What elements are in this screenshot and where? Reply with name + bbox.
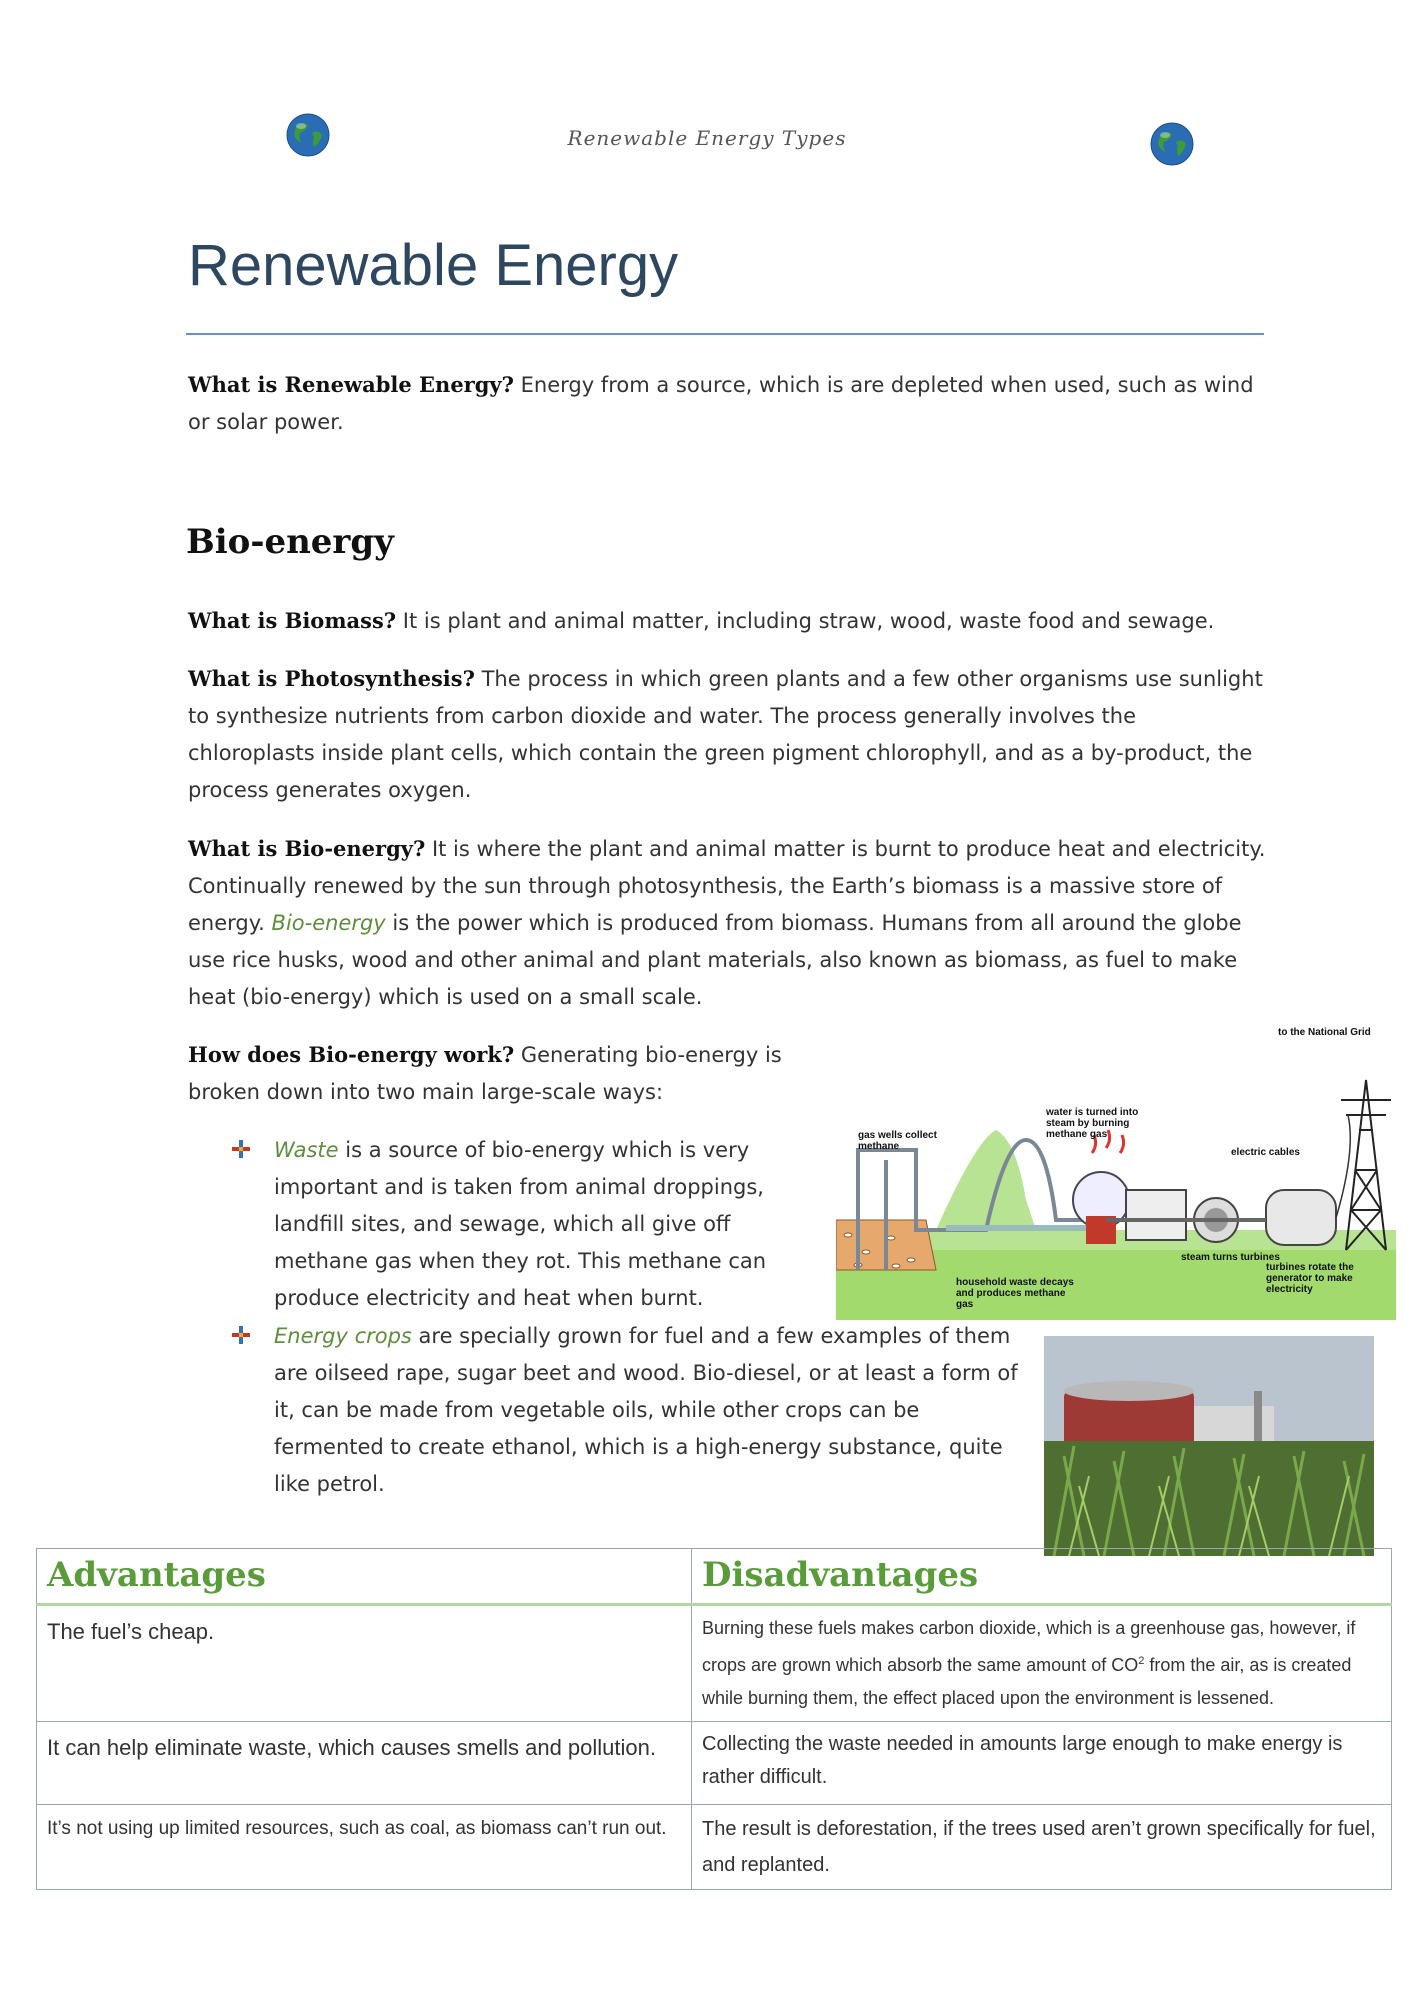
- label-household: household waste decays and produces methane gas: [956, 1277, 1074, 1310]
- photosynthesis-text: The process in which green plants and a few other organisms use sunlight to synthesize nutrients from carbon dioxide and water. The process generally involves the chloroplasts inside plant cells, which contain the green pigment chlorophyll, and as a by-product, the process generates oxygen.: [188, 667, 1263, 802]
- biomass-text: It is plant and animal matter, including straw, wood, waste food and sewage.: [396, 609, 1215, 633]
- label-turbines: turbines rotate the generator to make electricity: [1266, 1262, 1354, 1295]
- bullet-arrow-icon: [230, 1138, 252, 1160]
- disadvantage-cell: Burning these fuels makes carbon dioxide, which is a greenhouse gas, however, if crops are grown which absorb the same amount of $CO^2$ from the air, as is created while burning them, the effect placed upon the environment is lessened.: [692, 1605, 1392, 1722]
- table-row: [37, 1722, 1392, 1805]
- label-grid: to the National Grid: [1278, 1027, 1371, 1038]
- table-row: [37, 1605, 1392, 1722]
- bioenergy-paragraph: [188, 830, 1268, 1016]
- page-title: Renewable Energy: [188, 233, 679, 298]
- intro-text: Energy from a source, which is are depleted when used, such as wind or solar power.: [188, 373, 1254, 434]
- label-cables: electric cables: [1231, 1147, 1300, 1158]
- advantage-cell: The fuel’s cheap.: [37, 1605, 692, 1722]
- bullet-crops-text: are specially grown for fuel and a few examples of them are oilseed rape, sugar beet and wood. Bio-diesel, or at least a form of it, can be made from vegetable oils, while other crops can be fermented to create ethanol, which is a high-energy substance, quite like petrol.: [274, 1324, 1018, 1496]
- label-steam: steam turns turbines: [1181, 1252, 1280, 1263]
- photosynthesis-paragraph: [188, 660, 1268, 809]
- header-title: Renewable Energy Types: [567, 126, 847, 150]
- biomass-paragraph: [188, 602, 1268, 640]
- advantage-cell: It’s not using up limited resources, such as coal, as biomass can’t run out.: [37, 1805, 692, 1890]
- bioenergy-text-b: is the power which is produced from biomass. Humans from all around the globe use rice husks, wood and other animal and plant materials, also known as biomass, as fuel to make heat (bio-energy) which is used on a small scale.: [188, 911, 1242, 1009]
- disadvantages-heading: Disadvantages: [692, 1549, 1392, 1605]
- title-divider: [186, 333, 1264, 335]
- bullet-waste-text: is a source of bio-energy which is very important and is taken from animal droppings, landfill sites, and sewage, which all give off methane gas when they rot. This methane can produce electricity and heat when burnt.: [274, 1138, 767, 1310]
- disadvantage-cell: The result is deforestation, if the trees used aren’t grown specifically for fuel, and replanted.: [692, 1805, 1392, 1890]
- globe-icon-right: [1150, 122, 1194, 166]
- label-water: water is turned into steam by burning methane gas: [1046, 1107, 1139, 1140]
- how-paragraph: [188, 1036, 828, 1111]
- biomass-question: What is Biomass?: [188, 608, 397, 633]
- how-question: How does Bio-energy work?: [188, 1042, 515, 1067]
- photosynthesis-question: What is Photosynthesis?: [188, 666, 475, 691]
- bullet-crops-highlight: Energy crops: [274, 1324, 412, 1348]
- section-heading: Bio-energy: [186, 522, 394, 562]
- bioenergy-question: What is Bio-energy?: [188, 836, 426, 861]
- disadvantage-cell: Collecting the waste needed in amounts large enough to make energy is rather difficult.: [692, 1722, 1392, 1805]
- advantages-disadvantages-table: [36, 1548, 1392, 1890]
- biogas-plant-photo: [1044, 1336, 1374, 1556]
- label-wells: gas wells collect methane: [858, 1130, 937, 1152]
- bullet-waste-highlight: Waste: [274, 1138, 339, 1162]
- bullet-energy-crops: [274, 1318, 1034, 1503]
- how-text: Generating bio-energy is broken down into two main large-scale ways:: [188, 1043, 782, 1104]
- bullet-arrow-icon: [230, 1324, 252, 1346]
- intro-paragraph: [188, 366, 1268, 441]
- table-row: [37, 1805, 1392, 1890]
- bioenergy-highlight: Bio-energy: [271, 911, 386, 935]
- bullet-waste: [274, 1132, 774, 1317]
- intro-question: What is Renewable Energy?: [188, 372, 514, 397]
- bioenergy-text-a: It is where the plant and animal matter is burnt to produce heat and electricity. Continually renewed by the sun through photosynthesis, the Earth’s biomass is a massive store of energy.: [188, 837, 1266, 935]
- biogas-plant-diagram: [836, 1020, 1396, 1320]
- advantages-heading: Advantages: [37, 1549, 692, 1605]
- advantage-cell: It can help eliminate waste, which causes smells and pollution.: [37, 1722, 692, 1805]
